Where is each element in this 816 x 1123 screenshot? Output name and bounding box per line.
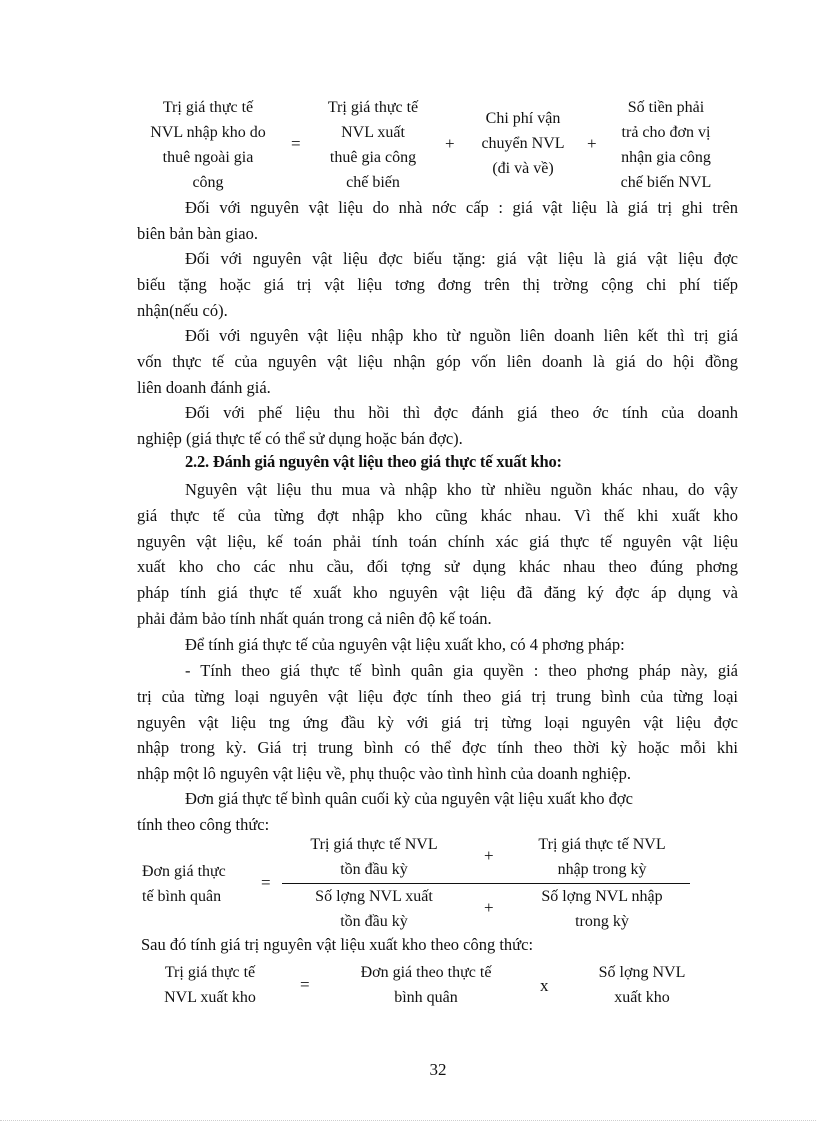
formula1-term1: Trị giá thực tế NVL xuất thuê gia công chế biến (327, 99, 419, 191)
formula2-den1: Số lợng NVL xuất tồn đầu kỳ (315, 888, 433, 930)
page-bottom-border (0, 1120, 816, 1121)
equals-sign: = (261, 873, 271, 892)
paragraph-state-granted: Đối với nguyên vật liệu do nhà nớc cấp : giá vật liệu là giá trị ghi trên biên bản bàn giao. (137, 198, 738, 243)
plus-sign: + (445, 134, 455, 153)
plus-sign: + (587, 134, 597, 153)
times-sign: x (540, 976, 549, 995)
paragraph-four-methods: Để tính giá thực tế của nguyên vật liệu xuất kho, có 4 phơng pháp: (185, 635, 625, 654)
paragraph-joint-venture: Đối với nguyên vật liệu nhập kho từ nguồn liên doanh liên kết thì trị giá vốn thực tế của nguyên vật liệu nhận góp vốn liên doanh là giá do hội đồng liên doanh đánh giá. (137, 326, 738, 397)
formula2-num2: Trị giá thực tế NVL nhập trong kỳ (538, 836, 666, 878)
formula3-term2: Số lợng NVL xuất kho (598, 964, 686, 1006)
paragraph-weighted-average: - Tính theo giá thực tế bình quân gia quyền : theo phơng pháp này, giá trị của từng loại nguyên vật liệu đợc tính theo giá trị trung bình của từng loại nguyên vật liệu tng ứng đầu kỳ với giá trị từng loại nguyên vật liệu đợc nhập trong kỳ. Giá trị trung bình có thể đợc tính theo thời kỳ hoặc mỗi khi nhập một lô nguyên vật liệu về, phụ thuộc vào tình hình của doanh nghiệp. (137, 661, 738, 784)
formula2-den2: Số lợng NVL nhập trong kỳ (541, 888, 663, 930)
formula1-term2: Chi phí vận chuyển NVL (đi và về) (481, 110, 565, 177)
formula2-num1: Trị giá thực tế NVL tồn đầu kỳ (310, 836, 438, 878)
formula3-term1: Đơn giá theo thực tế bình quân (360, 964, 492, 1006)
equals-sign: = (291, 134, 301, 153)
equals-sign: = (300, 975, 310, 994)
plus-sign: + (484, 898, 494, 917)
paragraph-unit-price-intro: Đơn giá thực tế bình quân cuối kỳ của nguyên vật liệu xuất kho đợc tính theo công thức: (137, 789, 633, 834)
formula2-lhs: Đơn giá thực tế bình quân (142, 863, 226, 905)
paragraph-export-intro: Nguyên vật liệu thu mua và nhập kho từ nhiều nguồn khác nhau, do vậy giá thực tế của từng đợt nhập kho cũng khác nhau. Vì thế khi xuất kho nguyên vật liệu, kế toán phải tính toán chính xác giá thực tế nguyên vật liệu xuất kho cho các nhu cầu, đối tợng sử dụng khác nhau theo đúng phơng pháp tính giá thực tế xuất kho nguyên vật liệu đã đăng ký đợc áp dụng và phải đảm bảo tính nhất quán trong cả niên độ kế toán. (137, 480, 738, 628)
page-number: 32 (429, 1060, 447, 1079)
formula3-lhs: Trị giá thực tế NVL xuất kho (164, 964, 256, 1006)
formula3-intro: Sau đó tính giá trị nguyên vật liệu xuất kho theo công thức: (141, 935, 534, 954)
paragraph-scrap: Đối với phế liệu thu hồi thì đợc đánh giá theo ớc tính của doanh nghiệp (giá thực tế có thể sử dụng hoặc bán đợc). (137, 403, 738, 448)
paragraph-donated: Đối với nguyên vật liệu đợc biếu tặng: giá vật liệu là giá vật liệu đợc biếu tặng hoặc giá trị vật liệu tơng đơng trên thị trờng cộng chi phí tiếp nhận(nếu có). (137, 249, 738, 320)
section-heading: 2.2. Đánh giá nguyên vật liệu theo giá thực tế xuất kho: (185, 452, 562, 471)
formula1-lhs: Trị giá thực tế NVL nhập kho do thuê ngoài gia công (150, 99, 266, 191)
formula1-term3: Số tiền phải trả cho đơn vị nhận gia công chế biến NVL (620, 99, 712, 191)
plus-sign: + (484, 846, 494, 865)
